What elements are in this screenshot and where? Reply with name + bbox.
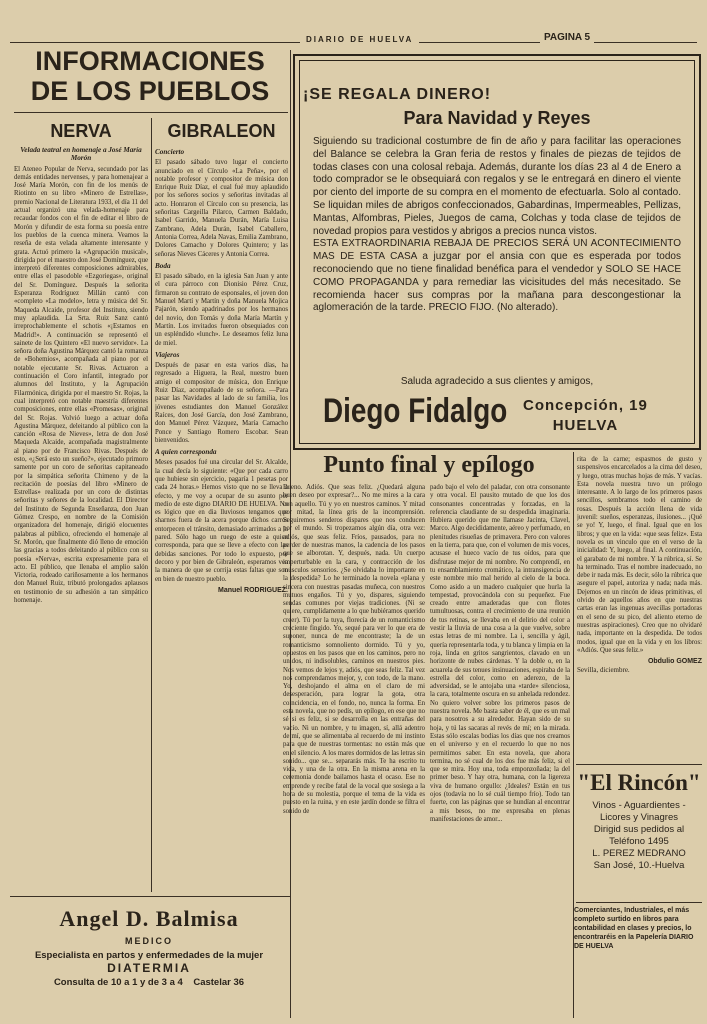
fidalgo-ad-brand: Diego Fidalgo (323, 392, 508, 430)
papeleria-top-rule (576, 902, 702, 903)
gibraleon-paragraph-viajeros: Después de pasar en esta varios días, ha regresado a Higuera, la Real, nuestro buen amigo el compositor de música, don Enrique Ruiz Díaz, acompañado de su señora. —Para pasar las Navidades al lado de su familia, los jóvenes estudiantes don Manuel González Raíces, don José García, don José Zambrano, don Manuel Pérez Vázquez, María Camacho Ponce y Santiago Romero Escobar. Sean bienvenidos. (155, 362, 288, 444)
punto-column-3-text: rita de la carne; espasmos de gusto y suspensivos encarcelados a la cima del deseo, y luego, otras muchas hojas de más. Y vacías. Esta novela nuestra tuvo un prólogo interesante. A lo largo de los primeros pasos sencillos, sembramos todo el camino de rosas. Después la acción llena de vida juvenil: sueños, esperanzas, ilusiones... ¡Qué se yo! Y, luego, el final. Igual que en los libros; y que en la vida: «que seas feliz». Esta novela es un vinculo que en el verso de la inicialidad: Y, luego, al final. A continuación, el garabato de mi nombre. Y la rúbrica, sí. Se ha terminado. Tras el nombre inadecuado, no debe ir nada más. Es decir, sólo la rúbrica que asegure el papel, autoriza y nada; nada más. Dejemos en un rincón de ideas primitivas, el olvido de aquellos años en que nuestras cartas eran las ingenuas avecillas portadoras en el seno de su pico, del aliento eterno de nuestras aspiraciones). Creo que no olvidaré nada, importante en la despedida. De todos modos, igual que en la vida y en los libros: «Adiós. Que seas feliz.» (577, 456, 702, 654)
rincon-line: L. PEREZ MEDRANO (592, 848, 686, 859)
balmisa-name: Angel D. Balmisa (59, 906, 239, 931)
fidalgo-ad-thanks: Saluda agradecido a sus clientes y amigos, (400, 376, 594, 387)
balmisa-ad (10, 902, 288, 1017)
punto-column-3 (577, 456, 702, 754)
fidalgo-ad (293, 54, 701, 450)
gibraleon-paragraph-corresponda: Meses pasados fué una circular del Sr. Alcalde, la cual decía lo siguiente: «Que por cada carro que hubiese sin ejercicio, pagaría 1 pesetas por cada 24 horas.» Hemos visto que no se lleva a efecto, y me voy a ocupar de su asunto por medio de este digno DIARIO DE HUELVA. No es lógico que en dia lluviosos tengamos que sharnos fuera de la acera porque dichos carros entorpecen el tránsito, demasiado arrimados a la pared. Sólo hago un ruego de este a quien corresponda, para que se lleve a efecto con las debidas sanciones. Por todo lo expuesto, por decoro y por bien de Gibraleón, esperamos vea la manera de que se corrija estas faltas que son en bien de nuestro pueblo. (155, 459, 288, 583)
gibraleon-subhead-corresponda: A quien corresponda (155, 448, 217, 457)
balmisa-street: Castelar 36 (193, 977, 245, 988)
fidalgo-ad-headline: ¡SE REGALA DINERO! (303, 86, 492, 103)
fidalgo-ad-text-2: ESTA EXTRAORDINARIA REBAJA DE PRECIOS SERÁ UN ACONTECIMIENTO MAS DE ESTA CASA a juzgar por el ansia con que es esperada por todos reconociendo que no tiene finalidad benéfica para el vendedor y SOLO SE HACE COMO PROPAGANDA y para remediar las vicisitudes del más necesitado. Se recomienda hacer sus compras por la mañana para descongestionar la aglomeración de la tarde. PRECIO FIJO. (No alterado). (313, 238, 681, 314)
balmisa-role: MEDICO (125, 936, 173, 946)
balmisa-hours: Consulta de 10 a 1 y de 3 a 4 (53, 977, 183, 988)
column-rule (151, 118, 152, 892)
gibraleon-paragraph-boda: El pasado sábado, en la iglesia San Juan y ante el cura párroco con Dionisio Pérez Cruz, firmaron su contrato de esponsales, el joven don Manuel Martí y Martín y doña Manuela Mojica Pajarón, siendo apadrinados por los hermanos del novio, don Tomás y doña María Martín y Martín. Los invitados fueron obsequiados con un espléndido «lunch». Le deseamos feliz luna de miel. (155, 273, 288, 347)
rincon-name: "El Rincón" (577, 770, 701, 795)
rincon-top-rule (576, 764, 702, 765)
nerva-subtitle: Velada teatral en homenaje a José María Morón (20, 146, 142, 163)
gibraleon-subhead-viajeros: Viajeros (155, 350, 180, 359)
header-page-number: PAGINA 5 (540, 32, 594, 43)
gibraleon-subhead-boda: Boda (155, 261, 171, 270)
fidalgo-ad-text-1: Siguiendo su tradicional costumbre de fin de año y para facilitar las operaciones del Balance se celebra la Gran feria de restos y finales de piezas de tejidos de todas clases con una colosal rebaja. Además, durante los días 23 al 4 de Enero a todo comprador se le obsequiará con regalos y se le entregará en dinero el viente por ciento del importe de su compra en el momento de efectuarla. Solo al contado. Se liquidan miles de abrigos confeccionados, Gabardinas, Impermeables, Pellizas, Mantas, Alfombras, Pieles, Juegos de cama, Colchas y toda clase de tejidos de novedad propios para vestidos y abrigos a precios nunca vistos. (313, 136, 681, 237)
gibraleon-subhead-concierto: Concierto (155, 148, 185, 156)
punto-dateline: Sevilla, diciembre. (577, 666, 630, 675)
fidalgo-ad-body (313, 136, 681, 315)
fidalgo-ad-subhead: Para Navidad y Reyes (403, 108, 591, 128)
rincon-line: Vinos - Aguardientes - Licores y Vinagres (592, 800, 686, 823)
headline-rule (14, 112, 288, 113)
gibraleon-paragraph-concierto: El pasado sábado tuvo lugar el concierto anunciado en el Círculo «La Peña», por el notable profesor y compositor de música don Enrique Ruiz Díaz, el cual fué muy aplaudido por los señores socios y señoritas invitadas al acto. Honraron el Círculo con su presencia, las señoritas Cargeilla Pilarco, Carmen Baldado, Isabel Garrido, Manuela Durán, María Luisa Zambrano, Adela Durán, Isabel Caballero, Antonia Correa, Adela Navas, Emilia Zambrano, Dolores Camacho y Dolores Quintero; y las señoras Nieves Cáceres y Antonia Correa. (155, 159, 288, 258)
fidalgo-ad-address (523, 396, 648, 436)
balmisa-clinic: DIATERMIA (107, 961, 191, 975)
section-headline: INFORMACIONES DE LOS PUEBLOS (30, 46, 270, 106)
nerva-article-body: El Ateneo Popular de Nerva, secundado por las demás entidades nervenses, y para homenajear a José María Morón, con fin de los menús de Riotinto en su libro «Minero de Estrellas», premio Nacional de Literatura 1933, el día 11 del actual organizó una velada-homenaje para recaudar fondos con el fin de editar el libro de Morón y difundir de esta forma su poesía entre los pueblos de la cuenca minera. Veamos la reseña de esta velada altamente interesante y grata. Actuó primero la «Agrupación musical», dirigida por el maestro don José Domínguez, que interpretó diferentes composiciones admirables, entre ellas el pasodoble «Ezgoriegas», original del Sr. Domínguez. Después la señorita Esperanza Rodríguez Millán cantó con «completo «La modelo», letra y música del Sr. Maqueda Alcaide, profesor del Instituto, siendo muy aplaudida. La Srta. Ruiz Sanz cantó irreprochablemente el schotis «¡Estamos en Madrid!». A continuación se representó el sainete de los Quintero «El nuevo servidor». La señora doña Agustina Márquez cantó la romanza de «Bohemios», acompañada al piano por el notable ejecutante Sr. Rivas. Actuaron a continuación el Coro infantil, integrado por alumnos del Instituto, y la Agrupación Filarmónica, dirigida por el maestro Sr. Rojas, la cual interpretó con notable maestría diferentes composiciones, entre ellas «Promesas», original del Sr. Rojas. Volvió luego a actuar doña Agustina Márquez, deleitando al público con la canción «Rosa de Nieves», letra de don José Maqueda Alcaide, acompañada magistralmente al piano por de Francisco Rivas. Después de esto, «¿Será esto un sueño?», ejecutado primoro samente por un coro de señoritas capitaneado por la simpática señorita Chimeno y de la recitación de poesías del libro «Minero de Estrellas» realizada por un coro de distintas señoritas y señores de la localidad. El Director del Instituto de Segunda Enseñanza, don Juan Gómez Crespo, en nombre de la Comisión organizadora del homenaje, dirigió elocuentes palabras al público, ofreciendo el homenaje al Sr. Morón, que finalmente dió lleno de emoción las gracias a todos deleitando al público con su poesía «Nerva», escrita expresamente para el acto. El público, que llenaba el amplio salón Victoria, rodeado cariñosamente a los hermanos don Manuel Ruiz, tributó prolongados aplausos en testimonio de su adhesión a tan simpático homenaje. (14, 165, 148, 605)
fidalgo-ad-city: HUELVA (552, 417, 619, 434)
gibraleon-title: GIBRALEON (167, 121, 276, 141)
balmisa-top-rule (10, 896, 290, 897)
papeleria-ad: Comerciantes, Industriales, el más completo surtido en libros para contabilidad en clases y precios, lo encontraréis en la Papelería DIARIO DE HUELVA (574, 907, 694, 950)
nerva-title: NERVA (50, 121, 112, 141)
balmisa-specialty: Especialista en partos y enfermedades de la mujer (34, 950, 264, 961)
rincon-line: Dirigid sus pedidos al Teléfono 1495 (593, 824, 685, 847)
punto-column-1: Bueno. Adiós. Que seas feliz. ¿Quedará alguna buen deseo por expresar?... No me mires a la cara con aquello. Tú y yo en nuestros caminos. Y mitad por mitad, la línea gris de la incomprensión. Seguiremos senderos dispares que nos conducen por el mundo. Si tropezamos algún día, otra vez: adiós, que seas feliz. Fríos, pausados, para no perder de nuestras manos, la cadencia de los pasos que se alborotan. Y, después, nada. Un cuerpo imperturbable en la cara, y contracción de los músculos sensorios. ¿Se olvidaba lo importante en la despedida? Lo he terminado la novela «plana y sincera con nuestras pasadas muñeca, con nuestros mutuos engaños. Tú y yo, dispares, siguiendo sendas comunes por viejas tradiciones. (Ni se quiere, cumplidamente a lo que hubiéramos querido creer). Tú por la tuya, florecía de un romanticismo creciente fingido. Yo, sequé para ver lo que era de suponer, nunca de me encontraste; la de un romanticismo somnoliento dormido. Tú y yo, opuestos en los pasos que en los caminos, pero no unidos, ni indisolubles, caminos en nuestros pies. Nos vemos de lejos y, adiós, que seas feliz. Tal vez nos comprendamos mejor, y, con todo, de la mano. Yo, deshojando el alma en el claro de mi desesperación, para lograr la gota, otra coincidencia, en el fondo, no, nunca la forma. En esta novela, que no pedís, un epílogo, en ese que no sé si es feliz, si se desarrolla en las entrañas del vacío. Ni un nombre, y tu imagen, sí, allá adentro de mí, que se alimentaba al recuerdo de mi instinto para que de nuestras tormentas: no están más que en el silencio. A los mares dormidos de las letras sin sonido... que se... separarás más. Te ha escrito tu vida, y una de la otra. En la misma arena en la ceremonia donde bailamos hasta el ocaso. Ese no emprende y recibe fatal de la vocal que sosiega a la hora de su molestia, porque el tema de la vida es puesto en la ruina, y en este jardín donde se filtra el sonido de (283, 484, 425, 815)
fidalgo-ad-street: Concepción, 19 (523, 397, 648, 414)
balmisa-contact (10, 977, 288, 988)
rincon-line: San José, 10.-Huelva (593, 860, 685, 871)
punto-column-2: pado bajo el velo del paladar, con otra consonante y otra vocal. El pausito mutado de que los dos consonantes concentradas y forzadas, en la referencia claudiante de su despedida imaginaria. Hubiera querido que me llamase Jacinta, Clavel, Marco. Algo decididamente, aéreo y perfumado, en plenitudes risueñas de primavera. Pero con valores en la tierra, para que, con el volumen de mis voces, acusase el hueco vacío de tus oídos, para que disfrutase mejor de mi nombre. No comprendí, en tu ensamblamiento cromático, la intransigencia de este nombre mío mal herido al cielo de la boca. Como asido a un madero cualquier que hurla la tempestad, provocándola con su pequeñez. Fue creado entre amaderadas que con flotes tumultuosas, contra el crecimiento de una reunión de tus retinas, se llevaba en el delirio del color a vestir la lluvia de una cosa a la que vuelve, sobre estas letras de mi nombre. La i, sencilla y ágil, quería representarla toda, y tu blanca y limpia en la roja, linda en gritos sangrientos, clavado en un horizonte de nubes cárdenas. Y la doble o, en la acuarela de sus tenues insinuaciones, espiraba de la estrella del color, como en aderezo, de la adversidad, se le antojaba una «tarde» silenciosa, la cara, totalmente oscura en su anhelada redondez. No quiero volver sobre los primeros pasos de nuestra novela. Me basta saber de él, que es un mal para nosotros a su alrededor. Hayan sido de su hoja, y tú las sacaras al revés de mí; en la mirada. Estas sólo escalas bodias los días que nos creamos en el universo y en el recuerdo lo que no nos permitimos saber. En esta novela, que ahora termina, no sé cual de los dos fue más feliz, si el que se mira. Hoy una, toda emponzoñada; la del primer beso. Y hay otra, humana, con la ligereza viva de humano orgullo: ¿Ideales? Están en tus ojos (todavía no lo sé cuál tiempo frío). Todo tan fuerte, con las páginas que se hundían al encontrar a mis besos, no me expresaba en plenas manifestaciones de amor... (430, 484, 570, 823)
nerva-column (14, 143, 148, 889)
rincon-ad (576, 770, 702, 900)
gibraleon-column (155, 145, 288, 889)
punto-title: Punto final y epílogo (323, 452, 535, 478)
gibraleon-signature: Manuel RODRIGUEZ. (217, 586, 288, 594)
header-newspaper-name: DIARIO DE HUELVA (300, 35, 419, 44)
punto-signature: Obdulio GOMEZ (647, 658, 702, 666)
